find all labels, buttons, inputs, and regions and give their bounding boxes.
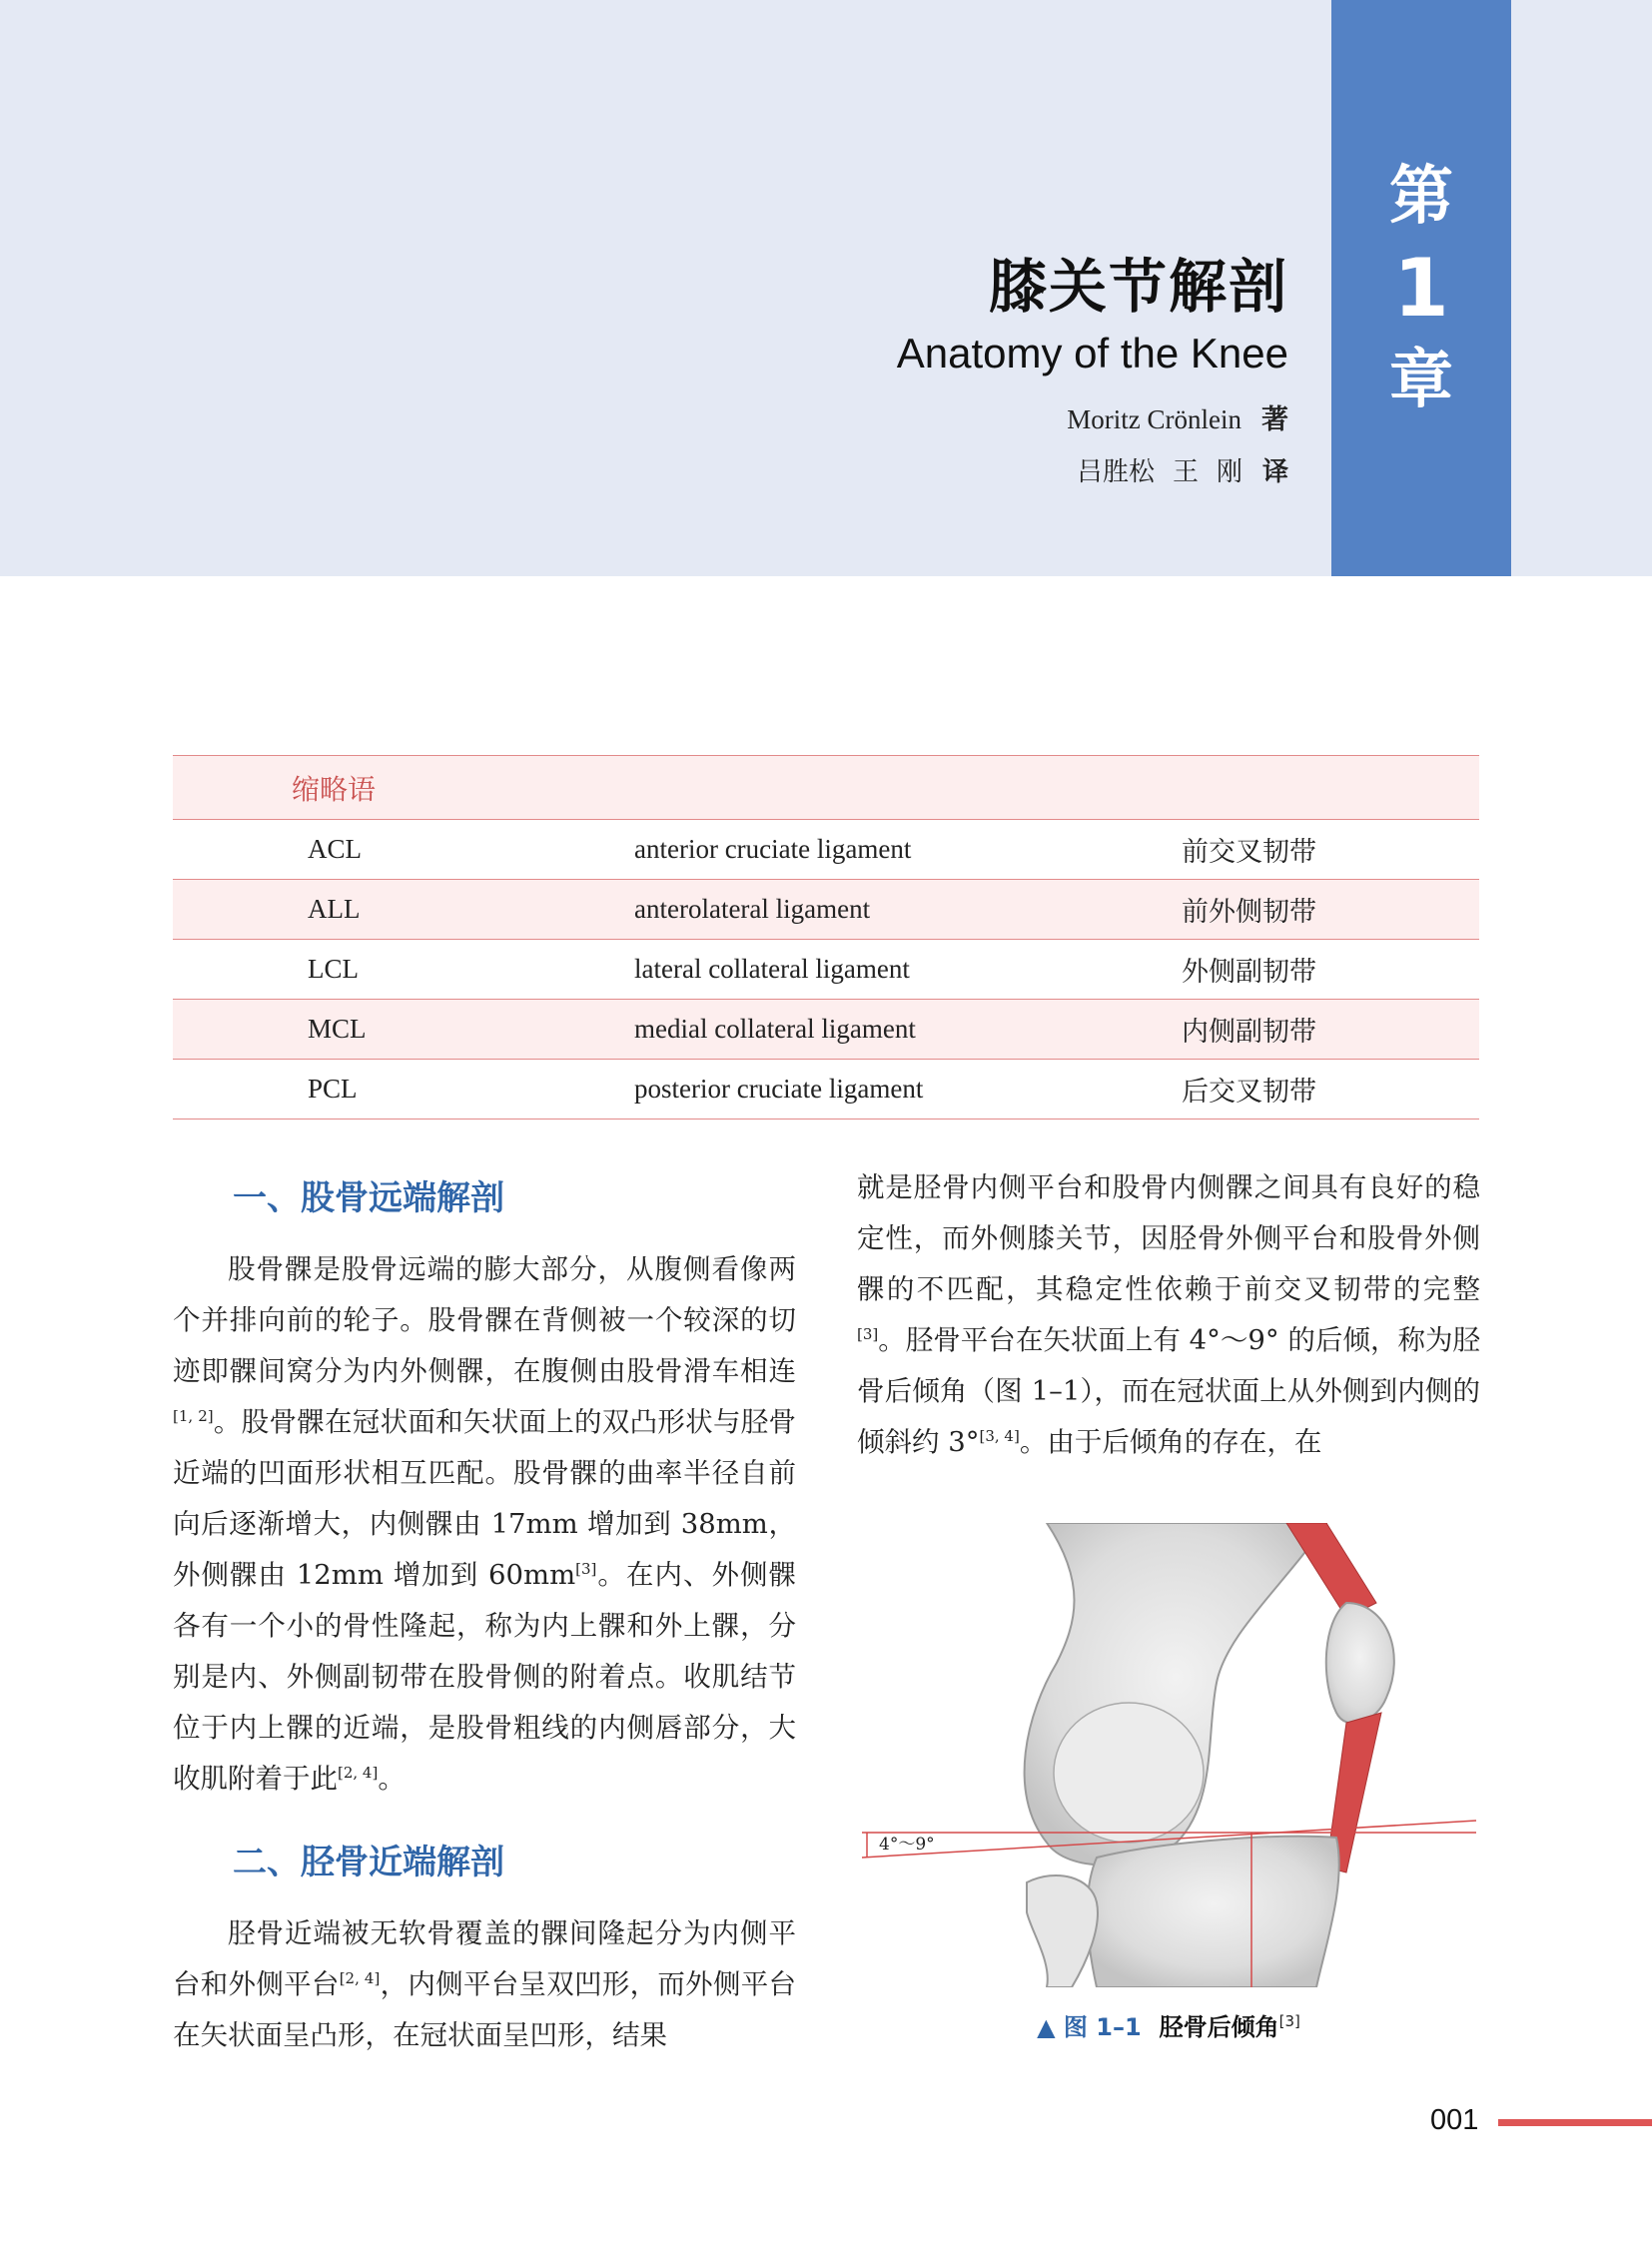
- citation: [2, 4]: [338, 1763, 379, 1782]
- chapter-title-cn: 膝关节解剖: [988, 253, 1288, 321]
- citation: [3]: [1278, 2012, 1300, 2030]
- table-row: [173, 820, 1479, 880]
- section-heading: 二、胫骨近端解剖: [233, 1843, 504, 1882]
- abbr-cell: PCL: [308, 1074, 358, 1104]
- paragraph-text: 。股骨髁在冠状面和矢状面上的双凸形状与胫骨近端的凹面形状相互匹配。股骨髁的曲率半径自前向后逐渐增大，内侧髁由 17mm 增加到 38mm，外侧髁由 12mm 增加到 60mm: [173, 1406, 796, 1591]
- figure-caption: [857, 2007, 1480, 2042]
- page-number: 001: [1430, 2104, 1479, 2136]
- abbreviation-table: [173, 755, 1479, 1120]
- english-term-cell: medial collateral ligament: [634, 1014, 916, 1044]
- english-term-cell: anterolateral ligament: [634, 894, 871, 924]
- translator-name: 刚: [1216, 457, 1242, 487]
- abbr-cell: ALL: [308, 894, 361, 924]
- table-row: [173, 1060, 1479, 1120]
- author-role: 著: [1261, 404, 1288, 435]
- english-term-cell: lateral collateral ligament: [634, 954, 910, 984]
- paragraph-text: 。胫骨平台在矢状面上有 4°～9° 的后倾，称为胫骨后倾角（图 1–1），而在冠状面上从外侧到内侧的倾斜约 3°: [857, 1324, 1480, 1458]
- paragraph: [173, 1908, 796, 2061]
- abbr-cell: MCL: [308, 1014, 367, 1044]
- paragraph: [173, 1244, 796, 1805]
- knee-figure: [857, 1523, 1480, 1987]
- chapter-prefix: 第: [1389, 159, 1453, 234]
- condyle-shape: [1054, 1703, 1204, 1843]
- table-row: [173, 1000, 1479, 1060]
- chapter-suffix: 章: [1389, 343, 1453, 417]
- author-line: [1067, 397, 1288, 436]
- chinese-term-cell: 内侧副韧带: [1182, 1017, 1316, 1048]
- fibula-shape: [1027, 1875, 1098, 1987]
- paragraph-text: 。由于后倾角的存在，在: [1019, 1426, 1322, 1458]
- chinese-term-cell: 外侧副韧带: [1182, 957, 1316, 988]
- abbr-cell: ACL: [308, 834, 362, 864]
- paragraph-text: 就是胫骨内侧平台和股骨内侧髁之间具有良好的稳定性，而外侧膝关节，因胫骨外侧平台和股骨外侧髁的不匹配，其稳定性依赖于前交叉韧带的完整: [857, 1171, 1480, 1305]
- patella-shape: [1326, 1603, 1394, 1724]
- angle-label: 4°～9°: [879, 1835, 935, 1855]
- citation: [3]: [575, 1559, 597, 1578]
- paragraph-text: 。在内、外侧髁各有一个小的骨性隆起，称为内上髁和外上髁，分别是内、外侧副韧带在股骨侧的附着点。收肌结节位于内上髁的近端，是股骨粗线的内侧唇部分，大收肌附着于此: [173, 1559, 796, 1795]
- author-name: Moritz Crönlein: [1067, 404, 1241, 434]
- section-heading: 一、股骨远端解剖: [233, 1178, 504, 1218]
- figure-label: ▲ 图 1–1: [1037, 2013, 1142, 2041]
- chinese-term-cell: 前交叉韧带: [1182, 837, 1316, 868]
- tibia-shape: [1088, 1837, 1339, 1987]
- knee-illustration: [857, 1523, 1480, 1987]
- quadriceps-tendon: [1286, 1523, 1376, 1618]
- abbreviation-table-header: [173, 755, 1479, 820]
- paragraph-text: 股骨髁是股骨远端的膨大部分，从腹侧看像两个并排向前的轮子。股骨髁在背侧被一个较深的切迹即髁间窝分为内外侧髁，在腹侧由股骨滑车相连: [173, 1253, 796, 1387]
- figure-title: 胫骨后倾角: [1159, 2013, 1279, 2041]
- abbr-cell: LCL: [308, 954, 359, 984]
- chinese-term-cell: 前外侧韧带: [1182, 897, 1316, 928]
- right-column: [857, 1162, 1480, 1468]
- chinese-term-cell: 后交叉韧带: [1182, 1077, 1316, 1108]
- citation: [2, 4]: [339, 1968, 381, 1987]
- citation: [3, 4]: [979, 1426, 1020, 1445]
- table-row: [173, 880, 1479, 940]
- footer-accent-bar: [1498, 2119, 1652, 2126]
- translator-name: 吕胜松: [1076, 457, 1155, 487]
- translator-name: 王: [1172, 457, 1199, 487]
- chapter-title-en: Anatomy of the Knee: [896, 330, 1288, 376]
- abbreviation-heading: 缩略语: [292, 772, 377, 806]
- left-column: [173, 1162, 796, 2061]
- chapter-number: 1: [1393, 241, 1449, 335]
- english-term-cell: anterior cruciate ligament: [634, 834, 912, 864]
- citation: [3]: [857, 1324, 879, 1343]
- english-term-cell: posterior cruciate ligament: [634, 1074, 924, 1104]
- table-row: [173, 940, 1479, 1000]
- translator-role: 译: [1261, 457, 1288, 487]
- paragraph-text: 胫骨近端被无软骨覆盖的髁间隆起分为内侧平台和外侧平台: [173, 1917, 796, 2000]
- translator-line: [1077, 451, 1288, 488]
- paragraph-text: 。: [378, 1763, 406, 1795]
- chapter-tab: [1331, 0, 1511, 576]
- citation: [1, 2]: [173, 1406, 214, 1425]
- paragraph-text: ，内侧平台呈双凹形，而外侧平台在矢状面呈凸形，在冠状面呈凹形，结果: [173, 1968, 797, 2051]
- paragraph: [857, 1162, 1480, 1468]
